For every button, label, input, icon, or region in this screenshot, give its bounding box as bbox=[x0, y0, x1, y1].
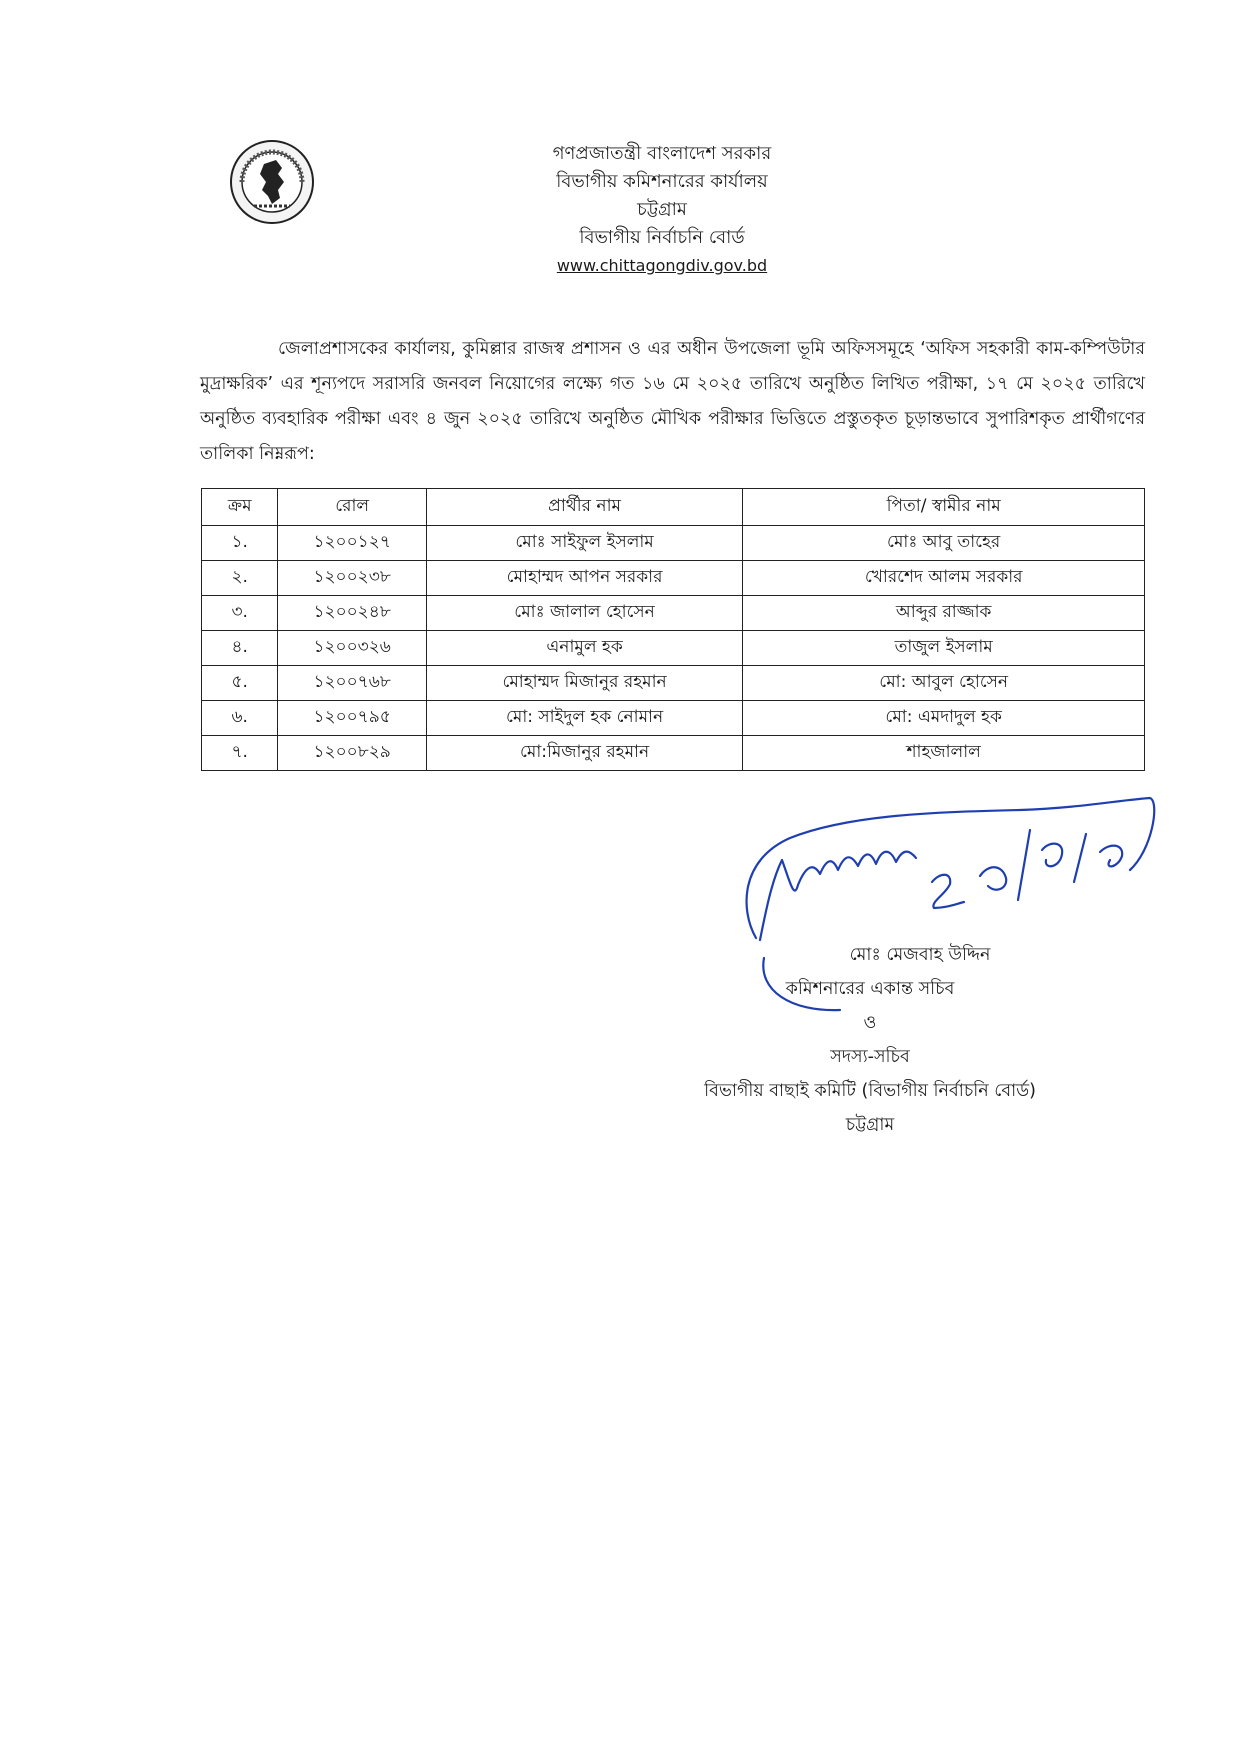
cell-roll: ১২০০৮২৯ bbox=[278, 736, 426, 771]
website-link[interactable]: www.chittagongdiv.gov.bd bbox=[556, 256, 768, 275]
cell-candidate-name: মোহাম্মদ মিজানুর রহমান bbox=[426, 666, 743, 701]
cell-serial: ১. bbox=[202, 526, 278, 561]
cell-candidate-name: মোঃ সাইফুল ইসলাম bbox=[426, 526, 743, 561]
signer-name: মোঃ মেজবাহ উদ্দিন bbox=[849, 945, 991, 965]
column-header-candidate-name: প্রার্থীর নাম bbox=[426, 489, 743, 526]
cell-serial: ৫. bbox=[202, 666, 278, 701]
cell-father-name: তাজুল ইসলাম bbox=[743, 631, 1145, 666]
cell-candidate-name: মো:মিজানুর রহমান bbox=[426, 736, 743, 771]
table-row bbox=[202, 561, 1145, 596]
table-row bbox=[202, 666, 1145, 701]
column-header-serial: ক্রম bbox=[202, 489, 278, 526]
letterhead bbox=[462, 140, 862, 280]
cell-candidate-name: মো: সাইদুল হক নোমান bbox=[426, 701, 743, 736]
header-line-3: চট্টগ্রাম bbox=[637, 199, 687, 220]
cell-roll: ১২০০১২৭ bbox=[278, 526, 426, 561]
candidates-table bbox=[201, 488, 1145, 771]
cell-serial: ৪. bbox=[202, 631, 278, 666]
cell-serial: ২. bbox=[202, 561, 278, 596]
table-row bbox=[202, 526, 1145, 561]
header-line-1: গণপ্রজাতন্ত্রী বাংলাদেশ সরকার bbox=[552, 143, 772, 164]
cell-roll: ১২০০৭৬৮ bbox=[278, 666, 426, 701]
cell-candidate-name: এনামুল হক bbox=[426, 631, 743, 666]
cell-serial: ৩. bbox=[202, 596, 278, 631]
cell-roll: ১২০০২৩৮ bbox=[278, 561, 426, 596]
table-row bbox=[202, 701, 1145, 736]
cell-father-name: মো: এমদাদুল হক bbox=[743, 701, 1145, 736]
cell-father-name: আব্দুর রাজ্জাক bbox=[743, 596, 1145, 631]
column-header-roll: রোল bbox=[278, 489, 426, 526]
body-paragraph: জেলাপ্রশাসকের কার্যালয়, কুমিল্লার রাজস্ব প্রশাসন ও এর অধীন উপজেলা ভূমি অফিসসমূহে ‘অফিস সহকারী কাম-কম্পিউটার মুদ্রাক্ষরিক’ এর শূন্যপদে সরাসরি জনবল নিয়োগের লক্ষ্যে গত ১৬ মে ২০২৫ তারিখে অনুষ্ঠিত লিখিত পরীক্ষা, ১৭ মে ২০২৫ তারিখে অনুষ্ঠিত ব্যবহারিক পরীক্ষা এবং ৪ জুন ২০২৫ তারিখে অনুষ্ঠিত মৌখিক পরীক্ষার ভিত্তিতে প্রস্তুতকৃত চূড়ান্তভাবে সুপারিশকৃত প্রার্থীগণের তালিকা নিম্নরূপ: bbox=[200, 339, 1145, 464]
cell-father-name: মো: আবুল হোসেন bbox=[743, 666, 1145, 701]
cell-serial: ৭. bbox=[202, 736, 278, 771]
signer-designation-2: সদস্য-সচিব bbox=[830, 1047, 910, 1067]
signature-date-text: ২৫/০৬/২৫ bbox=[1024, 836, 1029, 837]
table-row bbox=[202, 736, 1145, 771]
cell-candidate-name: মোঃ জালাল হোসেন bbox=[426, 596, 743, 631]
government-seal-icon bbox=[228, 138, 316, 226]
table-row bbox=[202, 596, 1145, 631]
column-header-father-name: পিতা/ স্বামীর নাম bbox=[743, 489, 1145, 526]
cell-father-name: মোঃ আবু তাহের bbox=[743, 526, 1145, 561]
table-row bbox=[202, 631, 1145, 666]
signer-designation-1: কমিশনারের একান্ত সচিব bbox=[785, 979, 955, 999]
cell-serial: ৬. bbox=[202, 701, 278, 736]
header-line-4: বিভাগীয় নির্বাচনি বোর্ড bbox=[579, 227, 745, 248]
header-line-2: বিভাগীয় কমিশনারের কার্যালয় bbox=[556, 171, 768, 192]
cell-roll: ১২০০৩২৬ bbox=[278, 631, 426, 666]
signer-conjunction: ও bbox=[863, 1013, 877, 1033]
cell-father-name: শাহজালাল bbox=[743, 736, 1145, 771]
signer-place: চট্টগ্রাম bbox=[845, 1115, 895, 1135]
cell-roll: ১২০০৭৯৫ bbox=[278, 701, 426, 736]
cell-roll: ১২০০২৪৮ bbox=[278, 596, 426, 631]
cell-father-name: খোরশেদ আলম সরকার bbox=[743, 561, 1145, 596]
signer-committee: বিভাগীয় বাছাই কমিটি (বিভাগীয় নির্বাচনি বোর্ড) bbox=[704, 1081, 1036, 1101]
table-header-row bbox=[202, 489, 1145, 526]
cell-candidate-name: মোহাম্মদ আপন সরকার bbox=[426, 561, 743, 596]
signer-block bbox=[640, 938, 1100, 1142]
